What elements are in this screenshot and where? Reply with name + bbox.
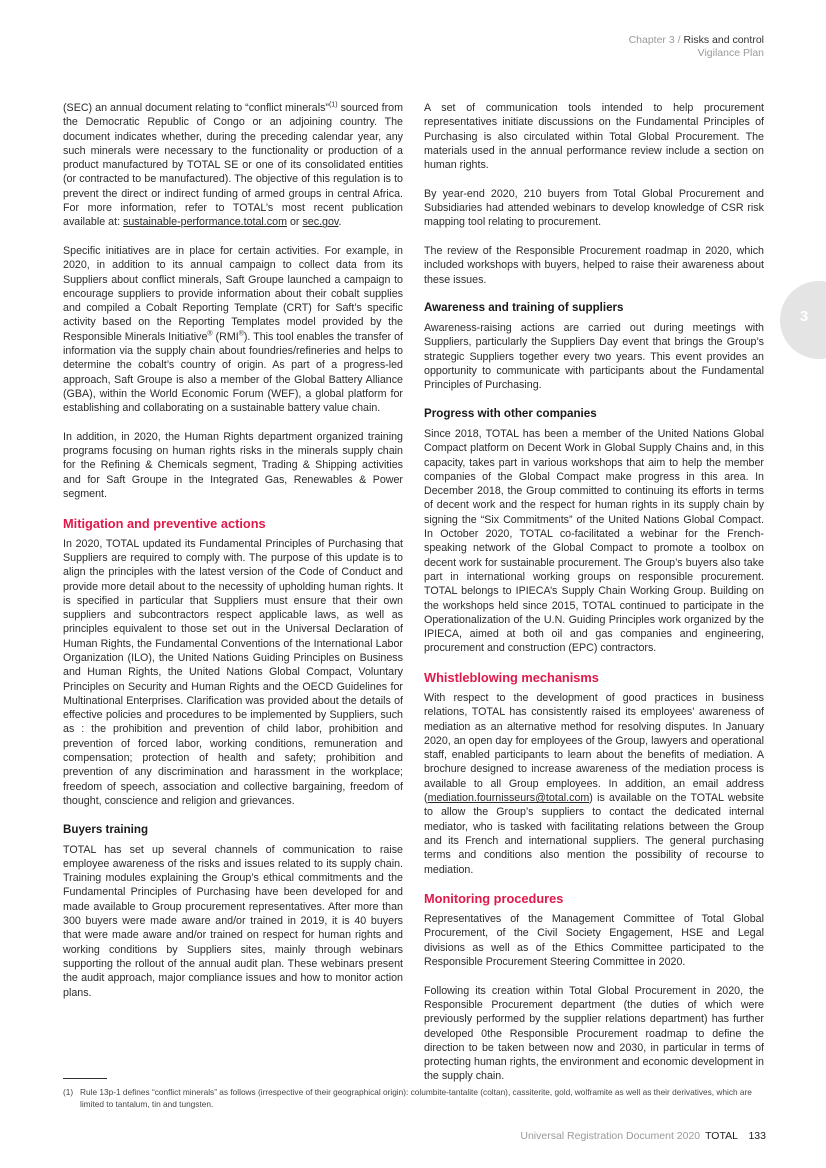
chapter-tab-number: 3 [799, 308, 809, 325]
page-number: 133 [748, 1130, 766, 1142]
paragraph: Following its creation within Total Global Procurement in 2020, the Responsible Procurement department (the duties of which were previously performed by the supplier relations department) has further developed 0the Responsible Procurement roadmap to define the direction to be taken between now and 2030, in particular in terms of protecting human rights, the environment and economic development in the supply chain. [424, 984, 764, 1083]
paragraph: By year-end 2020, 210 buyers from Total Global Procurement and Subsidiaries had attended webinars to develop knowledge of CSR risk mapping tool relating to procurement. [424, 187, 764, 229]
paragraph: With respect to the development of good practices in business relations, TOTAL has consistently raised its employees’ awareness of mediation as an alternative method for resolving disputes. In January 2020, an open day for employees of the Group, lawyers and operational staff, enabled participants to learn about the benefits of mediation. A brochure designed to increase awareness of the mediation process is available to all Group employees. In addition, an email address (mediation.fournisseurs@total.com) is available on the TOTAL website to allow the Group’s suppliers to contact the dedicated internal mediator, who is tasked with facilitating relations between the Group and its French and international suppliers. The general purchasing terms and conditions also mention the possibility of recourse to mediation. [424, 691, 764, 876]
chapter-label: Chapter 3 [628, 34, 675, 46]
paragraph: Representatives of the Management Committee of Total Global Procurement, of the Civil Society Engagement, HSE and Legal divisions as well as of the Ethics Committee participated to the Responsible Procurement Steering Committee in 2020. [424, 913, 764, 969]
paragraph: In 2020, TOTAL updated its Fundamental Principles of Purchasing that Suppliers are required to comply with. The purpose of this update is to align the principles with the latest version of the Code of Conduct and provide more detail about to the necessity of upholding human rights. It is specified in particular that Suppliers must ensure that their own suppliers and subcontractors respect applicable laws, as well as principles equivalent to those set out in the Universal Declaration of Human Rights, the Fundamental Conventions of the International Labor Organization (ILO), the United Nations Guiding Principles on Business and Human Rights, the United Nations Global Compact, Voluntary Principles on Security and Human Rights and the OECD Guidelines for Multinational Enterprises. Clarification was provided about the details of effective policies and procedures to be implemented by Suppliers, such as : the prohibition and prevention of child labor, prohibition and prevention of forced labor, working conditions, remuneration and compensation; protection of health and safety; prohibition and prevention of any discrimination and harassment in the workplace; freedom of speech, association and collective bargaining, freedom of thought, conscience and religion and grievances. [63, 537, 403, 807]
email-link[interactable]: mediation.fournisseurs@total.com [427, 792, 590, 805]
paragraph: (SEC) an annual document relating to “conflict minerals”$^{(1)}$ sourced from the Democratic Republic of Congo or an adjoining country. The document indicates whether, during the preceding calendar year, any such minerals were necessary to the functionality or production of a product manufactured by TOTAL SE or one of its consolidated entities (or contracted to be manufactured). The objective of this regulation is to prevent the direct or indirect funding of armed groups in central Africa. For more information, refer to TOTAL’s most recent publication available at: sustainable-performance.total.com or sec.gov. [63, 101, 403, 229]
paragraph: TOTAL has set up several channels of communication to raise employee awareness of the risks and issues related to its supply chain. Training modules explaining the Group’s ethical commitments and the Fundamental Principles of Purchasing have been developed for and made available to Group procurement representatives. After more than 300 buyers were made aware and/or trained in 2019, it is 40 buyers that were made aware and/or trained on respect for human rights and working conditions by Suppliers sites, mainly through webinars supporting the rollout of the annual audit plan. These webinars present the audit approach, major compliance issues and how to monitor action plans. [63, 843, 403, 999]
link-sustainable-performance[interactable]: sustainable-performance.total.com [123, 216, 287, 229]
footnote-number: (1) [63, 1087, 74, 1097]
right-column [424, 101, 764, 1098]
heading-whistleblowing: Whistleblowing mechanisms [424, 669, 599, 685]
footnote-divider [63, 1078, 107, 1079]
chapter-title: Risks and control [683, 34, 764, 46]
heading-mitigation: Mitigation and preventive actions [63, 515, 266, 531]
heading-awareness-suppliers: Awareness and training of suppliers [424, 301, 624, 315]
footnote-reference: (1) [328, 101, 338, 109]
document-title: Universal Registration Document 2020 [520, 1130, 701, 1142]
paragraph: Specific initiatives are in place for certain activities. For example, in 2020, in addition to its annual campaign to collect data from its Suppliers about conflict minerals, Saft Groupe launched a campaign to encourage suppliers to provide information about their cobalt supplies and compiled a Cobalt Reporting Template (CRT) for Saft’s specific activity based on the Reporting Templates model provided by the Responsible Minerals Initiative® (RMI®). This tool enables the transfer of information via the supply chain about foundries/refineries and helps to determine the cobalt’s country of origin. As part of a progress-led approach, Saft Groupe is also a member of the Global Battery Alliance (GBA), within the World Economic Forum (WEF), a global platform for establishing and collaborating on a sustainable battery value chain. [63, 244, 403, 415]
brand-name: TOTAL [705, 1130, 738, 1142]
chapter-separator: / [674, 34, 684, 46]
paragraph: A set of communication tools intended to help procurement representatives initiate discussions on the Fundamental Principles of Purchasing is also circulated within Total Global Procurement. The materials used in the annual performance review include a section on human rights. [424, 102, 764, 172]
page-footer [520, 1130, 766, 1142]
link-sec-gov[interactable]: sec.gov [302, 216, 339, 229]
chapter-tab [780, 281, 826, 359]
left-column [63, 101, 403, 1014]
chapter-line [629, 34, 764, 47]
footnote-text: Rule 13p-1 defines “conflict minerals” as follows (irrespective of their geographical origin): columbite-tantalite (coltan), cassiterite, gold, wolframite as well as their derivatives, which are limited to tantalum, tin and tungsten. [80, 1087, 752, 1109]
heading-progress-companies: Progress with other companies [424, 406, 597, 420]
page-header [629, 34, 764, 60]
footnote [63, 1087, 765, 1110]
paragraph: The review of the Responsible Procurement roadmap in 2020, which included workshops with buyers, helped to raise their awareness about these issues. [424, 244, 764, 286]
paragraph: Awareness-raising actions are carried out during meetings with Suppliers, particularly the Suppliers Day event that brings the Group’s strategic Suppliers together every two years. This event provides an opportunity to communicate with participants about the Fundamental Principles of Purchasing. [424, 322, 764, 392]
section-subtitle: Vigilance Plan [697, 47, 764, 59]
heading-monitoring: Monitoring procedures [424, 891, 564, 907]
paragraph: In addition, in 2020, the Human Rights department organized training programs focusing on human rights risks in the minerals supply chain for the Refining & Chemicals segment, Trading & Shipping activities and for Saft Groupe in the Integrated Gas, Renewables & Power segment. [63, 430, 403, 501]
paragraph: Since 2018, TOTAL has been a member of the United Nations Global Compact platform on Decent Work in Global Supply Chains and, in this capacity, takes part in various workshops that aim to help the member companies of the Global Compact make progress in this area. In December 2018, the Group committed to continuing its efforts in terms of decent work and the respect for human rights in its supply chain by signing the “Six Commitments” of the United Nations Global Compact. In October 2020, TOTAL co-facilitated a webinar for the French-speaking network of the Global Compact to promote a toolbox on decent work for sustainable procurement. The Group’s buyers also take part in international working groups on responsible procurement. TOTAL belongs to IPIECA’s Supply Chain Working Group. Building on the workshops held since 2015, TOTAL continued to participate in the Operationalization of the U.N. Guiding Principles work organized by the IPIECA, aimed at both oil and gas companies and engineering, procurement and construction (EPC) contractors. [424, 427, 764, 655]
heading-buyers-training: Buyers training [63, 822, 149, 836]
